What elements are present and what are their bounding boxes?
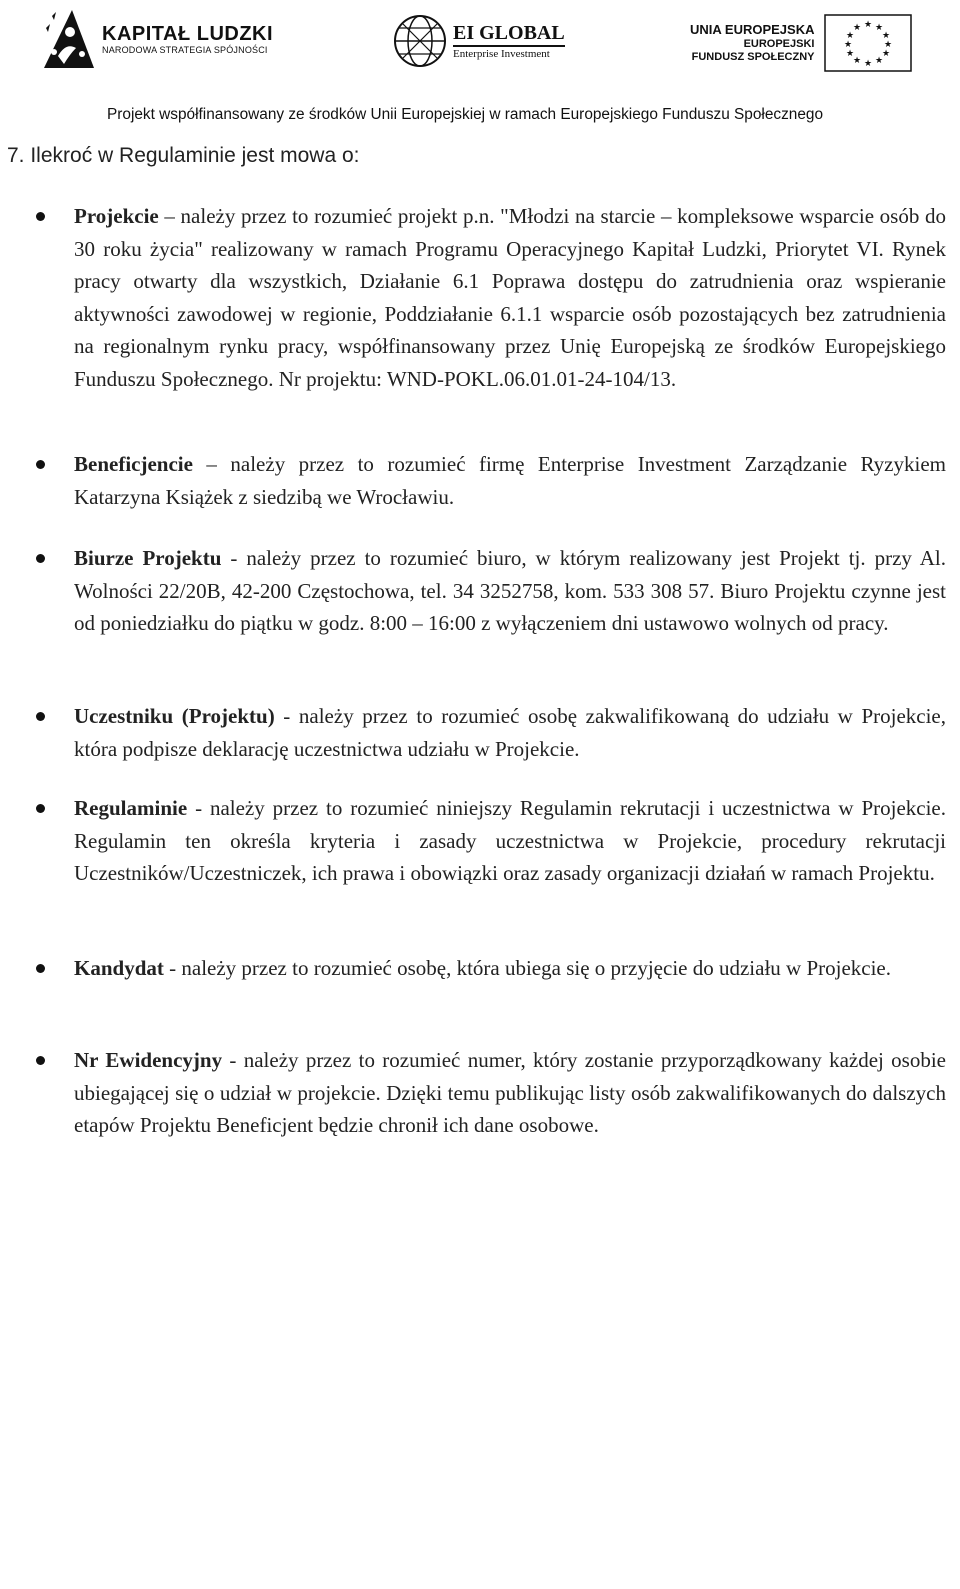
definition-item — [36, 448, 946, 513]
svg-text:★: ★ — [875, 23, 884, 33]
svg-text:★: ★ — [844, 40, 853, 50]
svg-text:★: ★ — [884, 40, 893, 50]
kapital-ludzki-title: KAPITAŁ LUDZKI — [102, 23, 274, 45]
unia-europejska-logo — [690, 14, 912, 72]
definition-item — [36, 542, 946, 640]
ei-global-title: EI GLOBAL — [453, 21, 565, 44]
svg-text:★: ★ — [882, 31, 891, 41]
ue-line3: FUNDUSZ SPOŁECZNY — [691, 51, 815, 63]
svg-text:★: ★ — [864, 59, 873, 69]
definition-term: Kandydat — [74, 956, 164, 980]
definition-term: Nr Ewidencyjny — [74, 1048, 223, 1072]
bullet-icon — [36, 1056, 45, 1065]
svg-text:★: ★ — [846, 31, 855, 41]
definition-term: Biurze Projektu — [74, 546, 222, 570]
bullet-icon — [36, 712, 45, 721]
definition-term: Uczestniku (Projektu) — [74, 704, 275, 728]
ue-line2: EUROPEJSKI — [743, 38, 815, 50]
definition-item — [36, 1044, 946, 1142]
bullet-icon — [36, 964, 45, 973]
definition-text: - należy przez to rozumieć biuro, w którym realizowany jest Projekt tj. przy Al. Wolności 22/20B, 42-200 Częstochowa, tel. 34 3252758, kom. 533 308 57. Biuro Projektu czynne jest od poniedziałku do piątku w godz. 8:00 – 16:00 z wyłączeniem dni ustawowo wolnych od pracy. — [74, 546, 946, 635]
svg-text:★: ★ — [846, 49, 855, 59]
globe-icon — [393, 14, 447, 68]
bullet-icon — [36, 460, 45, 469]
definition-text: - należy przez to rozumieć niniejszy Regulamin rekrutacji i uczestnictwa w Projekcie. Regulamin ten określa kryteria i zasady uczestnictwa w Projekcie, procedury rekrutacji Uczestników/Uczestniczek, ich prawa i obowiązki oraz zasady organizacji działań w ramach Projektu. — [74, 796, 946, 885]
ei-global-subtitle: Enterprise Investment — [453, 45, 565, 60]
eu-flag-icon — [824, 14, 912, 72]
svg-text:★: ★ — [853, 23, 862, 33]
svg-text:★: ★ — [853, 56, 862, 66]
definition-term: Beneficjencie — [74, 452, 193, 476]
definition-text: - należy przez to rozumieć osobę, która ubiega się o przyjęcie do udziału w Projekcie. — [163, 956, 891, 980]
definition-item — [36, 792, 946, 890]
cofinancing-note: Projekt współfinansowany ze środków Unii Europejskiej w ramach Europejskiego Funduszu Społecznego — [107, 106, 824, 123]
section-heading: 7. Ilekroć w Regulaminie jest mowa o: — [7, 144, 360, 167]
svg-text:★: ★ — [864, 20, 873, 30]
definition-text: - należy przez to rozumieć osobę zakwalifikowaną do udziału w Projekcie, która podpisze deklarację uczestnictwa udziału w Projekcie. — [74, 704, 946, 761]
definition-text: – należy przez to rozumieć projekt p.n. "Młodzi na starcie – kompleksowe wsparcie osób do 30 roku życia" realizowany w ramach Programu Operacyjnego Kapitał Ludzki, Priorytet VI. Rynek pracy otwarty dla wszystkich, Działanie 6.1 Poprawa dostępu do zatrudnienia oraz wspieranie aktywności zawodowej w regionie, Poddziałanie 6.1.1 wsparcie osób pozostających bez zatrudnienia na regionalnym rynku pracy, współfinansowany przez Unię Europejską ze środków Europejskiego Funduszu Społecznego. Nr projektu: WND-POKL.06.01.01-24-104/13. — [74, 204, 946, 391]
ei-global-logo — [393, 14, 565, 68]
kapital-ludzki-emblem-icon — [42, 8, 96, 70]
bullet-icon — [36, 804, 45, 813]
definition-term: Projekcie — [74, 204, 159, 228]
definition-text: – należy przez to rozumieć firmę Enterprise Investment Zarządzanie Ryzykiem Katarzyna Książek z siedzibą we Wrocławiu. — [74, 452, 946, 509]
definition-item — [36, 700, 946, 765]
definition-item — [36, 200, 946, 395]
kapital-ludzki-logo — [42, 8, 273, 70]
page-header — [0, 0, 960, 130]
ue-line1: UNIA EUROPEJSKA — [690, 22, 815, 37]
kapital-ludzki-subtitle: NARODOWA STRATEGIA SPÓJNOŚCI — [102, 45, 268, 55]
svg-text:★: ★ — [875, 56, 884, 66]
definition-item — [36, 952, 946, 985]
svg-text:★: ★ — [882, 49, 891, 59]
bullet-icon — [36, 212, 45, 221]
bullet-icon — [36, 554, 45, 563]
definition-text: - należy przez to rozumieć numer, który zostanie przyporządkowany każdej osobie ubiegającej się o udział w projekcie. Dzięki temu publikując listy osób zakwalifikowanych do dalszych etapów Projektu Beneficjent będzie chronił ich dane osobowe. — [74, 1048, 946, 1137]
definition-term: Regulaminie — [74, 796, 188, 820]
